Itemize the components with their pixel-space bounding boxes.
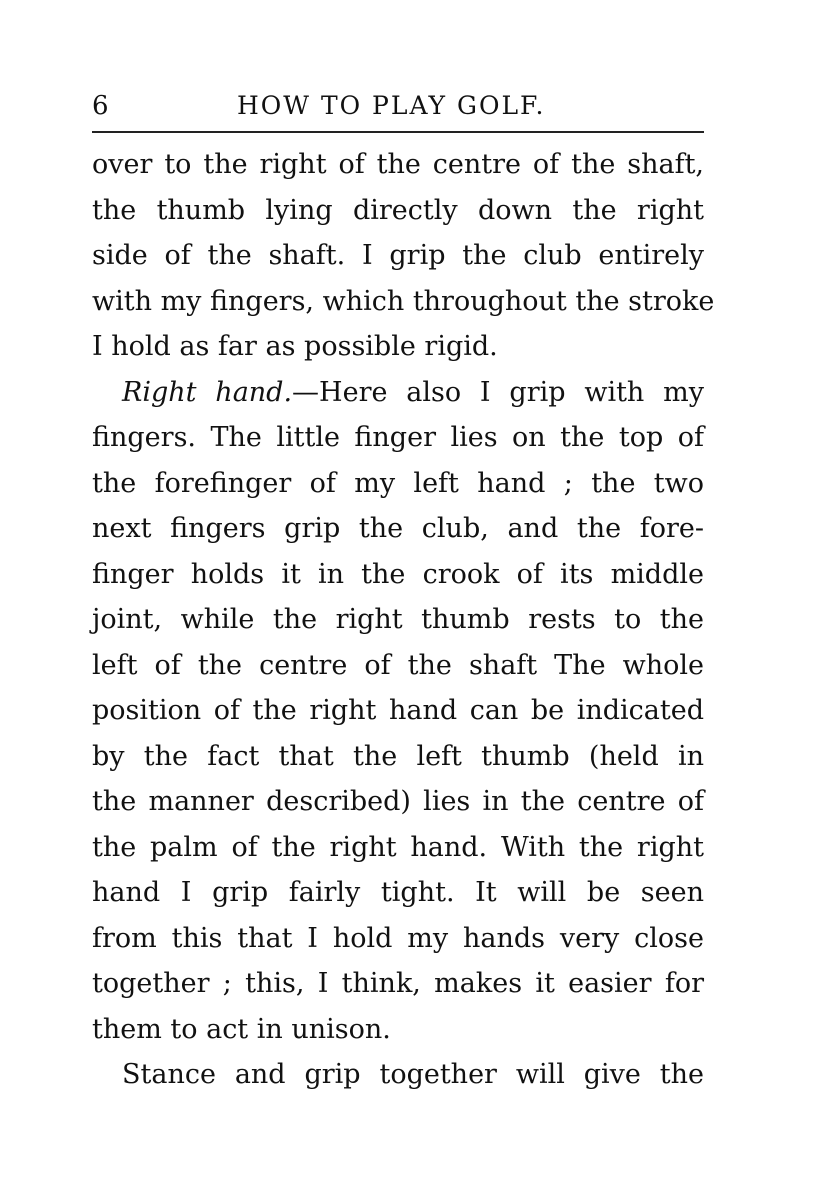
paragraph-right-hand: [92, 370, 704, 1053]
text-line: them to act in unison.: [92, 1013, 391, 1045]
paragraph-lead-line: [92, 370, 704, 416]
running-head: [92, 86, 704, 126]
text-line: with my fingers, which throughout the stroke: [92, 285, 715, 317]
paragraph-grip-left-hand: [92, 142, 715, 370]
page-heading: HOW TO PLAY GOLF.: [237, 91, 546, 120]
text-line: I hold as far as possible rigid.: [92, 331, 498, 362]
text-line: joint, while the right thumb rests to the: [92, 604, 704, 635]
text-line: left of the centre of the shaft The whole: [92, 649, 704, 681]
header-rule: [92, 131, 704, 133]
lead-line-text: —Here also I grip with my: [292, 376, 704, 408]
text-line: fingers. The little finger lies on the top of: [92, 422, 704, 453]
text-line: the manner described) lies in the centre of: [92, 786, 704, 817]
text-line: by the fact that the left thumb (held in: [92, 740, 704, 772]
text-line: from this that I hold my hands very close: [92, 922, 704, 954]
text-line: over to the right of the centre of the shaft,: [92, 149, 704, 180]
text-line: the thumb lying directly down the right: [92, 194, 704, 226]
text-line: finger holds it in the crook of its middle: [92, 558, 704, 590]
text-line: side of the shaft. I grip the club entirely: [92, 240, 704, 271]
text-line: position of the right hand can be indicated: [92, 695, 704, 726]
text-line: next fingers grip the club, and the fore-: [92, 513, 704, 544]
paragraph-stance-and-grip: [92, 1052, 704, 1098]
text-line: together ; this, I think, makes it easier for: [92, 968, 704, 999]
text-line: the palm of the right hand. With the right: [92, 831, 704, 863]
text-line: Stance and grip together will give the: [122, 1059, 704, 1090]
body-text: [92, 142, 715, 1098]
text-line: hand I grip fairly tight. It will be seen: [92, 877, 704, 908]
text-line: the forefinger of my left hand ; the two: [92, 467, 704, 499]
run-in-heading: Right hand.: [122, 376, 293, 408]
page-number: 6: [92, 91, 110, 121]
